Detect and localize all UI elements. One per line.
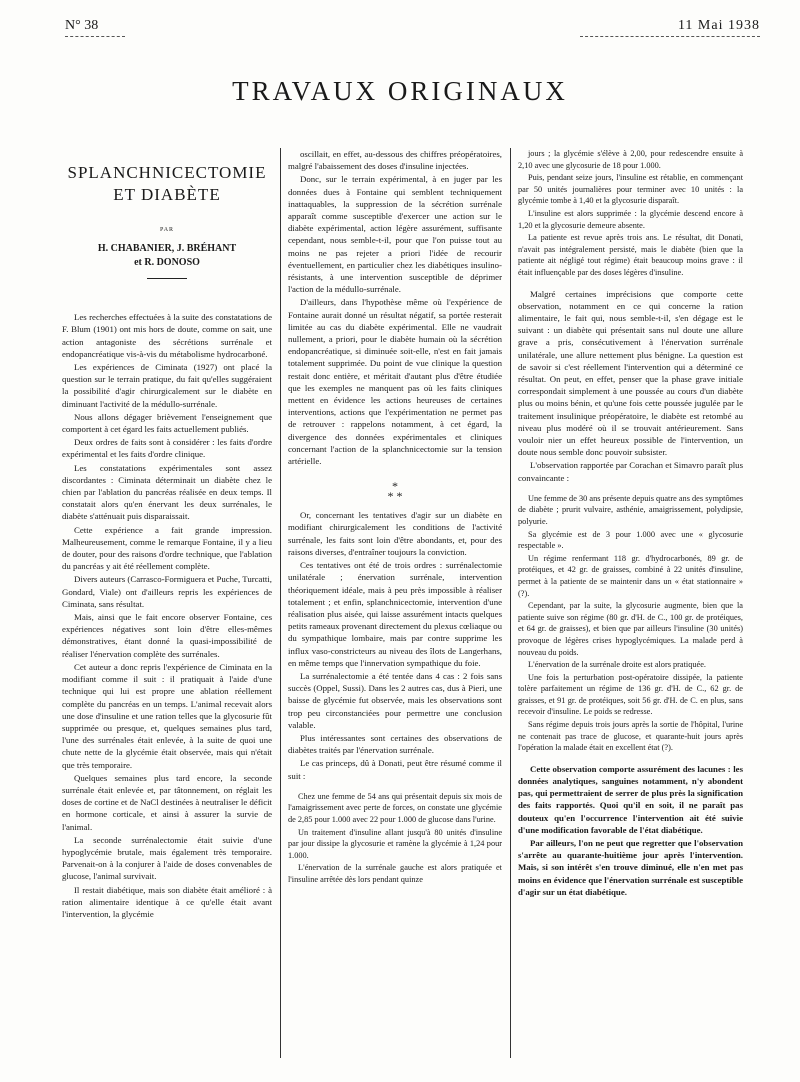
paragraph: Les expériences de Ciminata (1927) ont placé la question sur le terrain pratique, du fait qu'elles suggéraient la possibilité d'agir chirurgicalement sur le diabète en diminuant l'activité de la médullo-surrénale. <box>62 362 272 409</box>
page-header <box>65 18 760 48</box>
issue-date: 11 Mai 1938 <box>677 18 760 33</box>
paragraph: Les constatations expérimentales sont assez discordantes : Ciminata déterminait un diabète chez le chien par l'ablation du pancréas réalisée en deux temps. Il constatait alors qu'en énervant les deux surrénales, le diabète s'atténuait puis disparaissait. <box>62 462 272 522</box>
paragraph: Puis, pendant seize jours, l'insuline est rétablie, en commençant par 50 unités journalières pour terminer avec 10 unités : la glycémie tombe à 1,40 et la glycosurie disparaît. <box>518 173 743 206</box>
paragraph: Divers auteurs (Carrasco-Formiguera et Puche, Turcatti, Gondard, Viale) ont d'ailleurs repris les expériences de Ciminata, sans résultat. <box>62 574 272 609</box>
article-title-line-2: ET DIABÈTE <box>113 185 221 204</box>
column-divider-2 <box>510 148 511 1058</box>
paragraph: L'insuline est alors supprimée : la glycémie descend encore à 1,20 et la glycosurie demeure absente. <box>518 208 743 230</box>
column-2 <box>288 148 502 1063</box>
authors <box>62 242 272 270</box>
header-rule-left <box>65 36 125 37</box>
paragraph: Plus intéressantes sont certaines des observations de diabètes traités par l'énervation surrénale. <box>288 732 502 756</box>
paragraph: Les recherches effectuées à la suite des constatations de F. Blum (1901) ont mis hors de doute, comme on sait, une action antagoniste des sécrétions surrénale et endopancréatique vis-à-vis du métabolisme hydrocarboné. <box>62 312 272 359</box>
header-rule-right <box>580 36 760 37</box>
paragraph: Ces tentatives ont été de trois ordres : surrénalectomie unilatérale ; énervation surrénale, intervention théoriquement idéale, mais à peu près impossible à réaliser totalement ; et enfin, splanchnicectomie, intervention d'une réalisation plus aisée, qui laisse assurément intacts quelques petits rameaux provenant directement du plexus cœliaque ou du sympathique lombaire, mais par contre supprime les influx vaso-constricteurs au niveau des îlots de Langerhans, en même temps que l'innervation sympathique du foie. <box>288 560 502 668</box>
paragraph: Un régime renfermant 118 gr. d'hydrocarbonés, 89 gr. de protéiques, et 42 gr. de graisses, combiné à 22 unités d'insuline, permet à la patiente de se maintenir dans un « état stationnaire » (?). <box>518 553 743 598</box>
paragraph: La surrénalectomie a été tentée dans 4 cas : 2 fois sans succès (Oppel, Sussi). Dans les 2 autres cas, dus à Pieri, une baisse de glycémie fut observée, mais les observations sont trop peu circonstanciées pour permettre une conclusion valable. <box>288 670 502 730</box>
column-2-bottom <box>288 509 502 781</box>
asterisk-bottom: * * <box>387 489 403 504</box>
paragraph: Le cas princeps, dû à Donati, peut être résumé comme il suit : <box>288 758 502 781</box>
column-3-conclusion <box>518 763 743 898</box>
paragraph: Une fois la perturbation post-opératoire dissipée, la patiente tolère parfaitement un régime de 136 gr. d'H. de C., 62 gr. de graisses, et 91 gr. de protéiques, soit 56 gr. d'H. de C. en plus, sans recevoir d'insuline. Le poids se redresse. <box>518 672 743 717</box>
case-donati-continued <box>518 148 743 279</box>
page-number: N° 38 <box>65 18 99 33</box>
paragraph: Par ailleurs, l'on ne peut que regretter que l'observation s'arrête au quarante-huitième jour après l'intervention. Mais, si son intérêt s'en trouve diminué, elle n'en met pas moins en évidence que l'énervation surrénale est susceptible d'agir sur un état diabétique. <box>518 838 743 897</box>
case-donati <box>288 791 502 886</box>
column-divider-1 <box>280 148 281 1058</box>
column-1-body <box>62 311 272 920</box>
paragraph: jours ; la glycémie s'élève à 2,00, pour redescendre ensuite à 2,10 avec une glycosurie de 18 pour 1.000. <box>518 149 743 170</box>
paragraph: L'observation rapportée par Corachan et Simavro paraît plus convaincante : <box>518 460 743 483</box>
case-corachan <box>518 493 743 754</box>
paragraph: Donc, sur le terrain expérimental, à en juger par les données dues à Fontaine qui semblent techniquement inattaquables, la suppression de la sécrétion surrénale apparaît comme susceptible d'exercer une action sur le diabète expérimental, action légère assurément, suffisante cependant, nous semble-t-il, pour que l'on puisse tout au moins ne pas rejeter a priori l'idée de recourir éventuellement, en particulier chez les diabétiques insulino-résistants, à une intervention susceptible de déprimer l'action de la médullo-surrénale. <box>288 174 502 295</box>
paragraph: Nous allons dégager brièvement l'enseignement que comportent à cet égard les faits actuellement publiés. <box>62 411 272 435</box>
column-3-discussion <box>518 288 743 484</box>
paragraph: Cet auteur a donc repris l'expérience de Ciminata en la modifiant comme il suit : il pratiquait à l'aide d'une technique qui lui est propre une ablation réellement complète du pancréas en un temps. L'animal recevait alors une dose d'insuline et une ration telles que la glycosurie fût supprimée ou presque, et, quelques semaines plus tard, l'une des surrénales était enlevée, à la suite de quoi une chute nette de la glycémie était observée, mais qui n'était que très temporaire. <box>62 661 272 770</box>
paragraph: Cependant, par la suite, la glycosurie augmente, bien que la patiente suive son régime (80 gr. d'H. de C., 100 gr. de protéiques, et 64 gr. de graisses), et bien que par ailleurs l'insuline (30 unités) provoque de légères crises hypoglycémiques. La malade perd à nouveau du poids. <box>518 601 743 657</box>
by-label: PAR <box>159 227 175 233</box>
paragraph: Quelques semaines plus tard encore, la seconde surrénale était enlevée et, par tâtonnement, on réglait les doses de cortine et de NaCl destinées à neutraliser le déficit en hormone corticale, et ainsi à assurer la survie de l'animal. <box>62 772 272 832</box>
paragraph: La patiente est revue après trois ans. Le résultat, dit Donati, n'avait pas intégralement persisté, mais le diabète (bien que la patiente ait négligé tout régime) était beaucoup moins grave : il était influençable par des doses légères d'insuline. <box>518 233 743 277</box>
paragraph: Il restait diabétique, mais son diabète était amélioré : à ration alimentaire identique à ce qu'elle était avant l'intervention, la glycémie <box>62 884 272 919</box>
paragraph: D'ailleurs, dans l'hypothèse même où l'expérience de Fontaine aurait donné un résultat négatif, sa portée resterait limitée au cas du diabète expérimental. Elle ne vaudrait nullement, a priori, pour le diabète humain où la sécrétion endopancréatique, si diminuée soit-elle, n'est en fait jamais totalement supprimée. Du point de vue clinique la question restait donc entière, et méritait d'autant plus d'être étudiée que les exemples ne manquent pas où les faits cliniques mettent en évidence les actions heureuses de certaines interventions, actions que l'expérimentation ne permet pas de retrouver : rappelons notamment, à cet égard, la divergence des données expérimentales et cliniques concernant l'action de la splanchnicectomie sur la tension artérielle. <box>288 297 502 467</box>
paragraph: Sa glycémie est de 3 pour 1.000 avec une « glycosurie respectable ». <box>518 529 743 551</box>
paragraph: L'énervation de la surrénale droite est alors pratiquée. <box>528 660 706 670</box>
paragraph: Un traitement d'insuline allant jusqu'à 80 unités d'insuline par jour dissipe la glycosurie et ramène la glycémie à 1,24 pour 1.000. <box>288 827 502 860</box>
column-3 <box>518 148 743 1063</box>
paragraph: Cette expérience a fait grande impression. Malheureusement, comme le remarque Fontaine, il y a lieu de douter, pour des raisons d'ordre technique, que l'ablation du pancréas y ait été réellement complète. <box>62 524 272 572</box>
paragraph: Malgré certaines imprécisions que comporte cette observation, notamment en ce qui concerne la ration alimentaire, le fait qui, nous semble-t-il, s'en dégage est le suivant : un diabète qui présentait sans nul doute une allure grave a pris, consécutivement à l'énervation surrénale unilatérale, une allure nettement plus bénigne. La question est de savoir si c'est réellement l'intervention qui a déterminé ce résultat. On peut, en effet, penser que la phase grave initiale correspondait simplement à une poussée au cours d'un diabète plus ou moins bénin, et qu'une fois cette poussée jugulée par le traitement insulinique préopératoire, le diabète est retombé au niveau plus modéré où il se trouvait antérieurement. Sans vouloir nier un effet heureux possible de l'intervention, un doute nous semble donc pouvoir subsister. <box>518 288 743 458</box>
section-title: TRAVAUX ORIGINAUX <box>232 76 568 106</box>
paragraph: Mais, ainsi que le fait encore observer Fontaine, ces expériences négatives sont loin d'être elles-mêmes démonstratives, étant donné la quasi-impossibilité de réaliser l'énervation complète des surrénales. <box>62 612 272 659</box>
paragraph: oscillait, en effet, au-dessous des chiffres préopératoires, malgré l'abaissement des doses d'insuline injectées. <box>288 149 502 172</box>
paragraph: Deux ordres de faits sont à considérer : les faits d'ordre expérimental et les faits d'ordre clinique. <box>62 437 272 460</box>
article-title <box>62 162 272 206</box>
paragraph: La seconde surrénalectomie était suivie d'une hypoglycémie brutale, mais également très temporaire. Parvenait-on à la conjurer à l'aide de doses convenables de glucose, l'animal survivait. <box>62 834 272 882</box>
column-2-top <box>288 148 502 467</box>
paragraph: Une femme de 30 ans présente depuis quatre ans des symptômes de diabète ; prurit vulvaire, asthénie, amaigrissement, polydipsie, polyurie. <box>518 493 743 526</box>
paragraph: Chez une femme de 54 ans qui présentait depuis six mois de l'amaigrissement avec perte de forces, on constate une glycémie de 2,85 pour 1.000 avec 22 pour 1.000 de glucose dans l'urine. <box>288 791 502 824</box>
paragraph: L'énervation de la surrénale gauche est alors pratiquée et l'insuline arrêtée dès lors pendant quinze <box>288 863 502 884</box>
authors-line-1: H. CHABANIER, J. BRÉHANT <box>97 243 237 255</box>
authors-line-2: et R. DONOSO <box>134 257 200 269</box>
column-1 <box>62 148 272 1063</box>
paragraph: Sans régime depuis trois jours après la sortie de l'hôpital, l'urine ne contenait pas trace de glucose, et quarante-huit jours après l'opération la malade était en excellent état (?). <box>518 720 743 753</box>
paragraph: Cette observation comporte assurément des lacunes : les données analytiques, sanguines notamment, n'y abondent pas, qui permettraient de serrer de plus près la signification des faits rapportés. Quoi qu'il en soit, il ne paraît pas douteux qu'en l'occurrence l'intervention ait été suivie d'une modification favorable de l'état diabétique. <box>518 763 743 835</box>
section-asterisks <box>288 479 502 504</box>
title-rule <box>147 278 187 279</box>
paragraph: Or, concernant les tentatives d'agir sur un diabète en modifiant chirurgicalement les conditions de l'activité surrénale, les faits sont loin d'être abondants, et, pour des raisons diverses, d'entraîner toujours la conviction. <box>288 510 502 557</box>
article-title-line-1: SPLANCHNICECTOMIE <box>67 163 267 182</box>
asterisk-top: * <box>392 479 398 494</box>
